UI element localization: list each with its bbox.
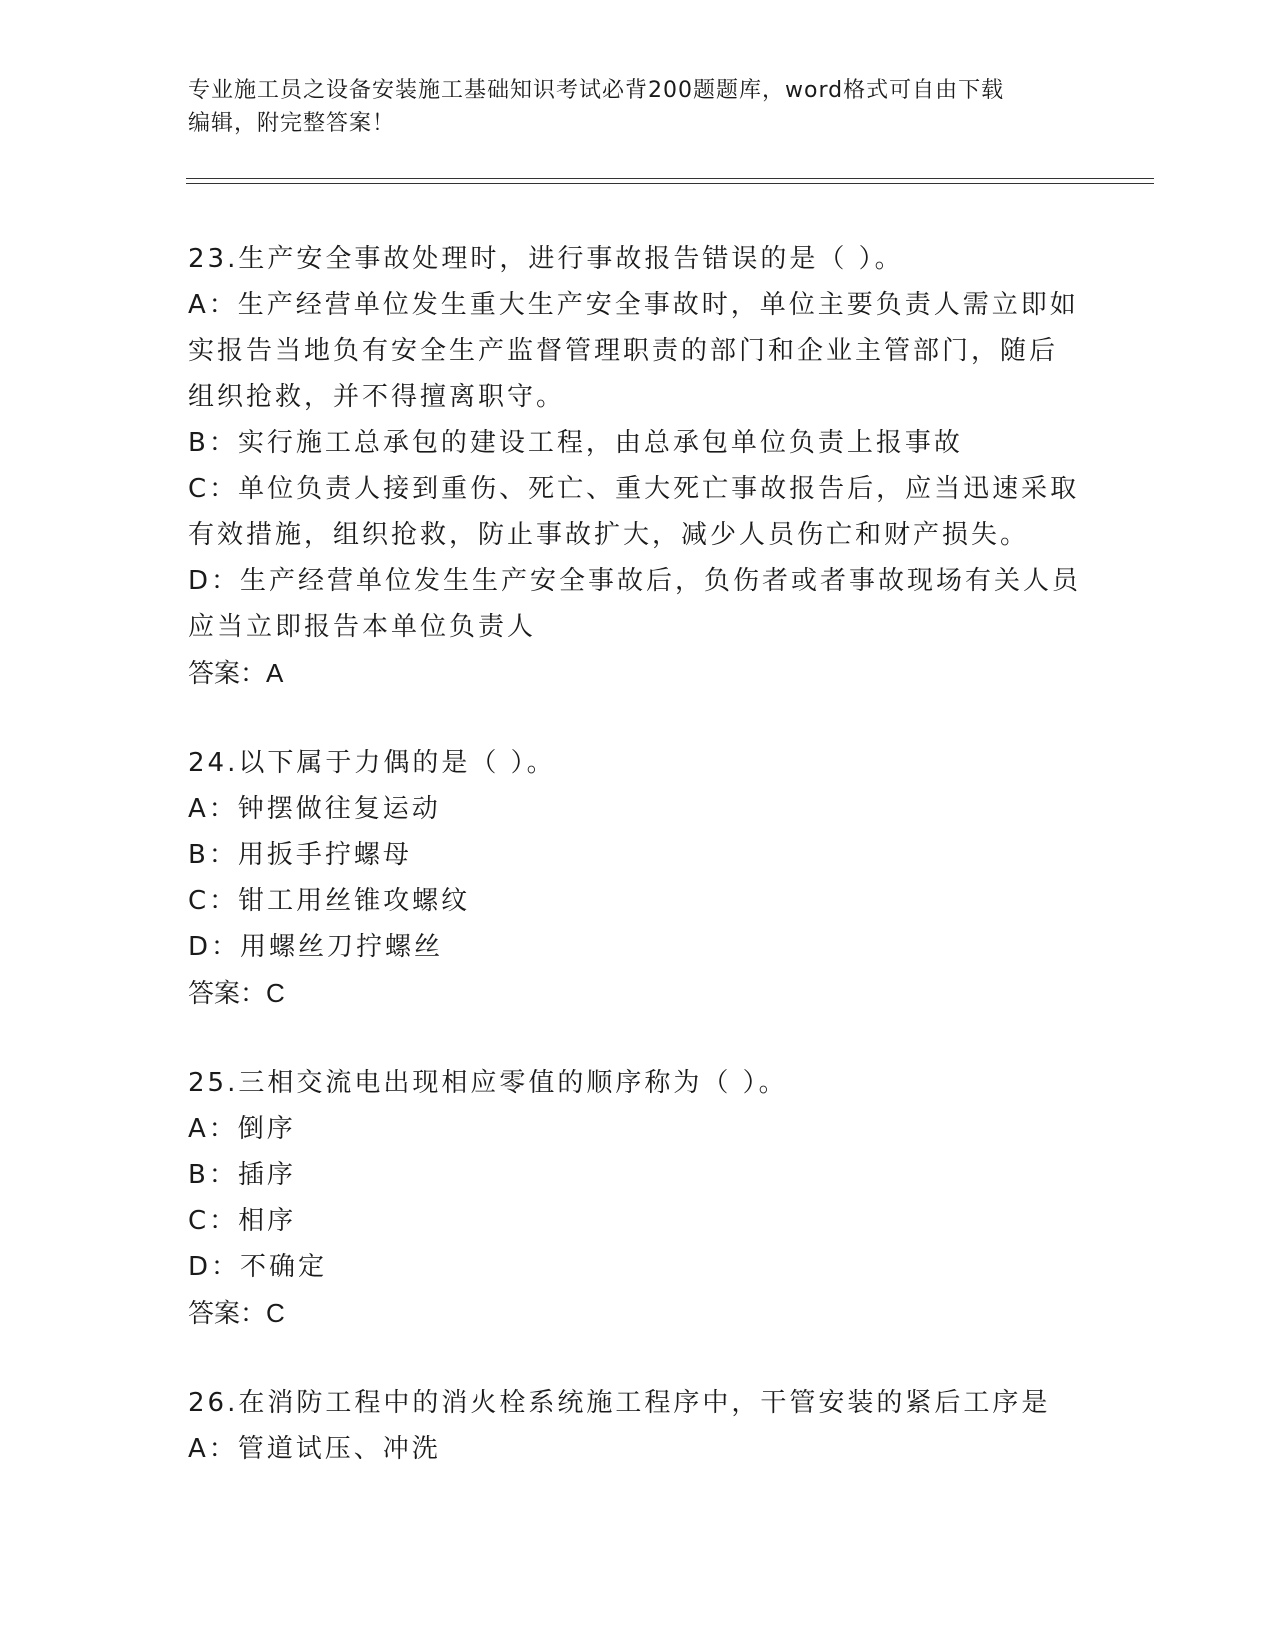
option-a: A：倒序 [188, 1114, 296, 1144]
option-b: B：实行施工总承包的建设工程，由总承包单位负责上报事故 [188, 428, 963, 458]
question-25 [188, 1060, 1088, 1336]
question-list [188, 236, 1088, 1472]
option-d: D：生产经营单位发生生产安全事故后，负伤者或者事故现场有关人员 [188, 566, 1082, 596]
answer: 答案：C [188, 978, 285, 1008]
option-c: C：单位负责人接到重伤、死亡、重大死亡事故报告后，应当迅速采取 [188, 474, 1080, 504]
question-stem: 23.生产安全事故处理时，进行事故报告错误的是（ ）。 [188, 244, 904, 274]
question-26 [188, 1380, 1088, 1472]
header-divider [186, 183, 1154, 184]
question-stem: 25.三相交流电出现相应零值的顺序称为（ ）。 [188, 1068, 788, 1098]
header-divider [186, 178, 1154, 179]
option-c: C：相序 [188, 1206, 297, 1236]
option-c: C：钳工用丝锥攻螺纹 [188, 886, 471, 916]
option-a: A：管道试压、冲洗 [188, 1434, 441, 1464]
option-a: A：生产经营单位发生重大生产安全事故时，单位主要负责人需立即如 [188, 290, 1079, 320]
header-line: 编辑，附完整答案！ [188, 111, 396, 136]
answer: 答案：A [188, 658, 284, 688]
option-b: B：插序 [188, 1160, 296, 1190]
question-24 [188, 740, 1088, 1016]
option-c-cont: 有效措施，组织抢救，防止事故扩大，减少人员伤亡和财产损失。 [188, 520, 1030, 550]
question-stem: 24.以下属于力偶的是（ ）。 [188, 748, 556, 778]
answer: 答案：C [188, 1298, 285, 1328]
question-23 [188, 236, 1088, 696]
document-header [188, 74, 1068, 140]
option-a-cont: 实报告当地负有安全生产监督管理职责的部门和企业主管部门，随后 [188, 336, 1059, 366]
option-a-cont: 组织抢救，并不得擅离职守。 [188, 382, 566, 412]
header-line: 专业施工员之设备安装施工基础知识考试必背200题题库，word格式可自由下载 [188, 78, 1005, 103]
option-b: B：用扳手拧螺母 [188, 840, 412, 870]
option-d-cont: 应当立即报告本单位负责人 [188, 612, 537, 642]
option-a: A：钟摆做往复运动 [188, 794, 441, 824]
option-d: D：不确定 [188, 1252, 328, 1282]
option-d: D：用螺丝刀拧螺丝 [188, 932, 444, 962]
question-stem: 26.在消防工程中的消火栓系统施工程序中，干管安装的紧后工序是 [188, 1388, 1051, 1418]
